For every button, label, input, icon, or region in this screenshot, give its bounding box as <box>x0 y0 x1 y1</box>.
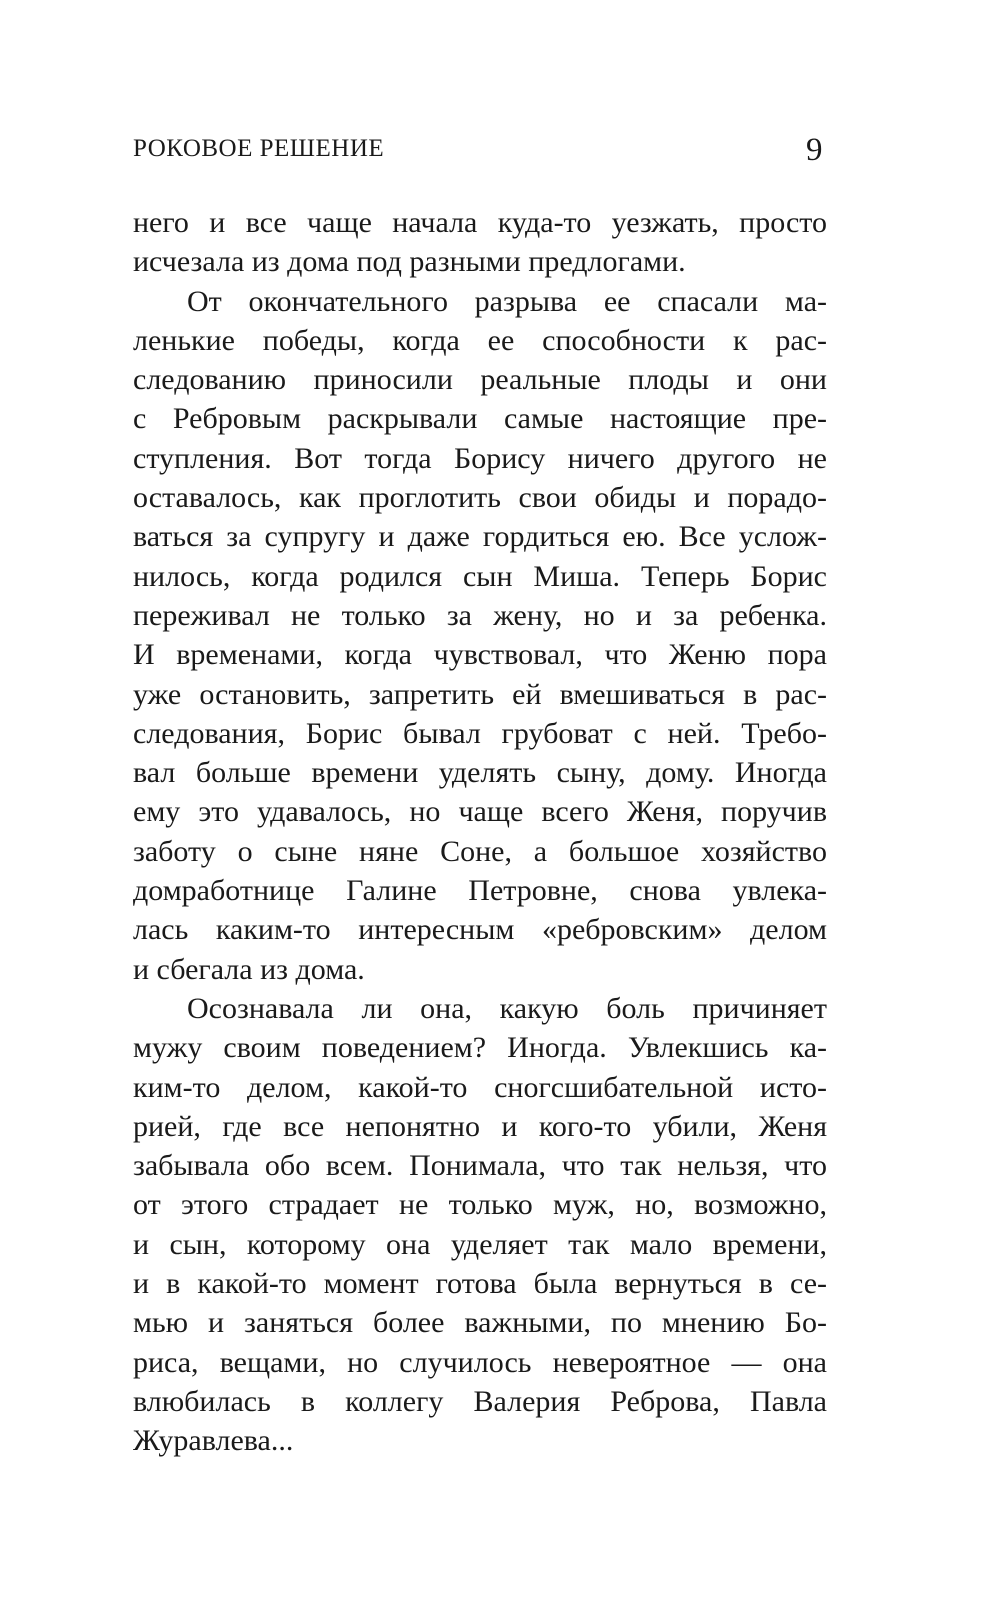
text-line: уже остановить, запретить ей вмешиваться в рас- <box>133 677 827 711</box>
text-line: с Ребровым раскрывали самые настоящие пре- <box>133 402 827 436</box>
running-head: РОКОВОЕ РЕШЕНИЕ <box>133 135 385 162</box>
text-line: и в какой-то момент готова была вернуться в се- <box>133 1267 827 1301</box>
body-text <box>133 203 827 1461</box>
text-line: него и все чаще начала куда-то уезжать, просто <box>133 206 827 239</box>
text-line: мью и заняться более важными, по мнению Бо- <box>133 1306 827 1340</box>
text-line: ему это удавалось, но чаще всего Женя, поручив <box>133 795 827 829</box>
text-line: вал больше времени уделять сыну, дому. Иногда <box>133 756 827 790</box>
text-line: переживал не только за жену, но и за ребенка. <box>133 598 827 632</box>
text-line: Осознавала ли она, какую боль причиняет <box>187 991 827 1025</box>
text-line: следованию приносили реальные плоды и они <box>133 363 827 397</box>
text-line: Журавлева... <box>133 1424 294 1458</box>
text-line: заботу о сыне няне Соне, а большое хозяйство <box>133 834 827 868</box>
text-line: мужу своим поведением? Иногда. Увлекшись ка- <box>133 1031 827 1065</box>
text-line: рией, где все непонятно и кого-то убили, Женя <box>133 1109 827 1143</box>
text-line: влюбилась в коллегу Валерия Реброва, Павла <box>133 1384 827 1418</box>
text-line: и сын, которому она уделяет так мало времени, <box>133 1227 827 1261</box>
text-line: лась каким-то интересным «ребровским» делом <box>133 913 827 947</box>
text-line: и сбегала из дома. <box>133 952 365 986</box>
text-line: забывала обо всем. Понимала, что так нельзя, что <box>133 1149 827 1183</box>
text-line: нилось, когда родился сын Миша. Теперь Борис <box>133 559 827 593</box>
text-line: И временами, когда чувствовал, что Женю пора <box>133 638 827 672</box>
text-line: исчезала из дома под разными предлогами. <box>133 245 686 279</box>
text-line: домработнице Галине Петровне, снова увлека- <box>133 874 827 908</box>
text-line: От окончательного разрыва ее спасали ма- <box>187 284 827 318</box>
text-line: ступления. Вот тогда Борису ничего другого не <box>133 441 827 475</box>
text-line: риса, вещами, но случилось невероятное — она <box>133 1345 827 1379</box>
text-line: оставалось, как проглотить свои обиды и порадо- <box>133 481 827 515</box>
page-number: 9 <box>806 132 823 168</box>
text-line: ленькие победы, когда ее способности к рас- <box>133 323 827 357</box>
text-line: ким-то делом, какой-то сногсшибательной исто- <box>133 1070 827 1104</box>
text-line: следования, Борис бывал грубоват с ней. Требо- <box>133 716 827 750</box>
text-line: от этого страдает не только муж, но, возможно, <box>133 1188 827 1222</box>
text-line: ваться за супругу и даже гордиться ею. Все услож- <box>133 520 827 554</box>
